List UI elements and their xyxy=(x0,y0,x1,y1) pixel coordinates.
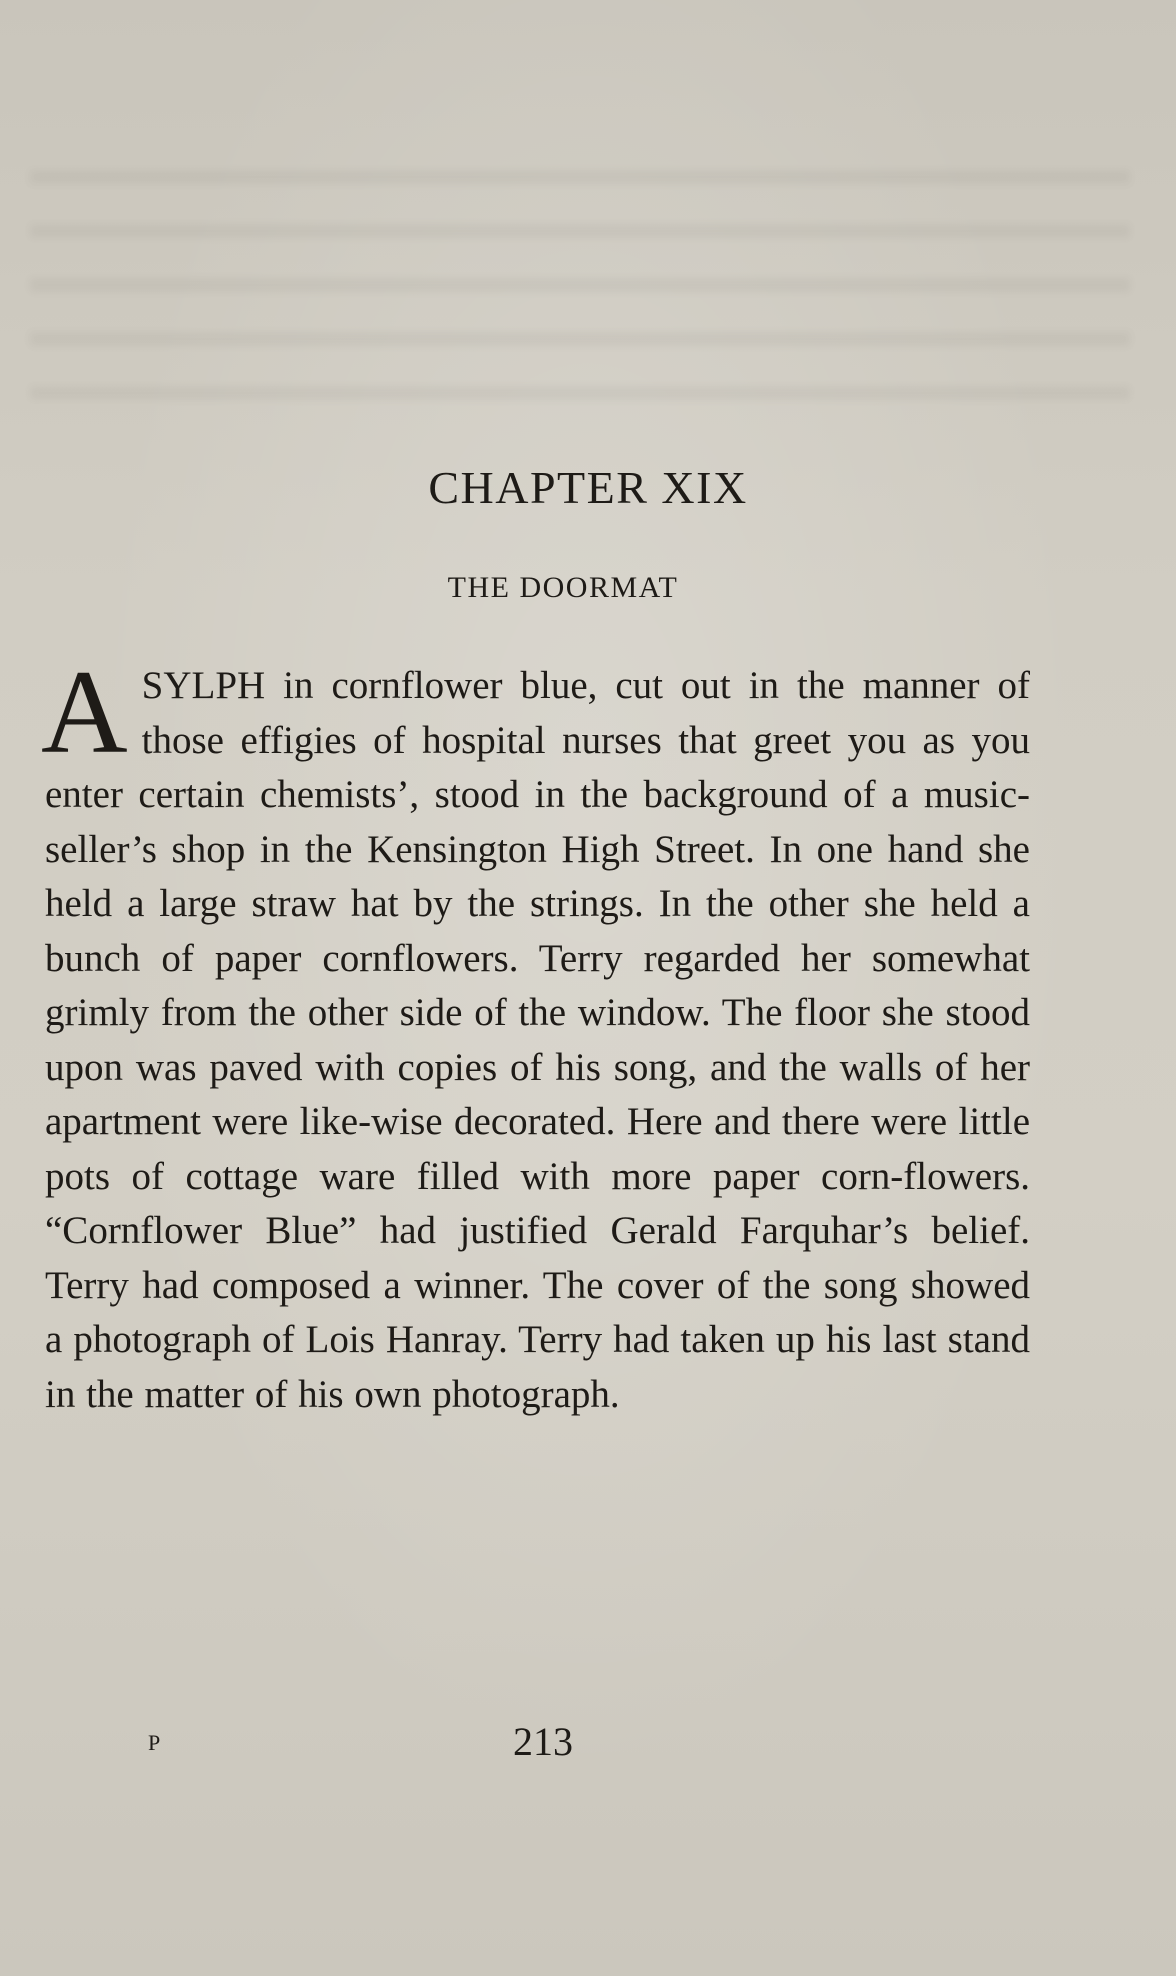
paragraph-text: SYLPH in cornflower blue, cut out in the manner of those effigies of hospital nurses that greet you as you enter certain chemists’, stood in the background of a music-seller’s shop in the Kensington High Street. In one hand she held a large straw hat by the strings. In the other she held a bunch of paper cornflowers. Terry regarded her somewhat grimly from the other side of the window. The floor she stood upon was paved with copies of his song, and the walls of her apartment were like-wise decorated. Here and there were little pots of cottage ware filled with more paper corn-flowers. “Cornflower Blue” had justified Gerald Farquhar’s belief. Terry had composed a winner. The cover of the song showed a photograph of Lois Hanray. Terry had taken up his last stand in the matter of his own photograph. xyxy=(45,664,1030,1416)
chapter-subtitle: THE DOORMAT xyxy=(447,571,679,604)
body-paragraph xyxy=(41,645,1030,1422)
signature-mark: P xyxy=(148,1730,162,1755)
show-through-text xyxy=(30,170,1130,430)
page-number: 213 xyxy=(513,1719,573,1764)
chapter-title: CHAPTER XIX xyxy=(428,462,748,513)
drop-cap: A xyxy=(41,645,128,778)
